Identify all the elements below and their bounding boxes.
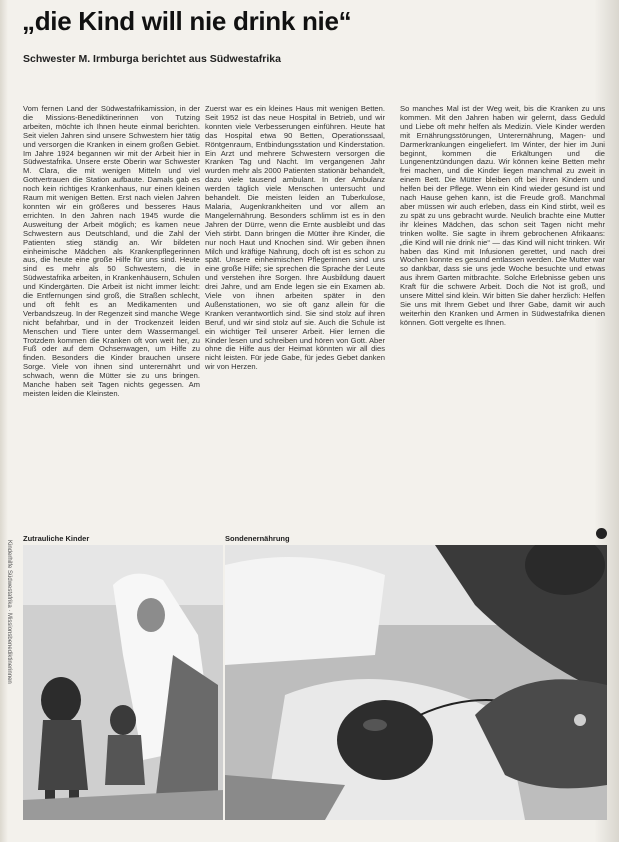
photo-tube-feeding bbox=[225, 545, 607, 820]
article-end-mark bbox=[596, 528, 607, 539]
column-2-text: Zuerst war es ein kleines Haus mit wenigen Betten. Seit 1952 ist das neue Hospital in Betrieb, und wir konnten viele Verbesserungen einführen. Heute hat das Hospital etwa 90 Betten, Operationssaal, Röntgenraum, Entbindungsstation und Kinderstation. Ein Arzt und mehrere Schwestern versorgen die Kranken Tag und Nacht. Im vergangenen Jahr wurden mehr als 2000 Patienten stationär behandelt, dazu viele tausend ambulant. In der Ambulanz werden täglich viele Menschen untersucht und behandelt. Die meisten leiden an Tuberkulose, Malaria, Augenkrankheiten und vor allem an Mangelernährung. Besonders schlimm ist es in den Jahren der Dürre, wenn die Ernte ausbleibt und das Vieh stirbt. Dann bringen die Mütter ihre Kinder, die nur noch Haut und Knochen sind. Wir geben ihnen Milch und kräftige Nahrung, doch oft ist es schon zu spät. Unsere einheimischen Pflegerinnen sind uns eine große Hilfe; sie sprechen die Sprache der Leute und verstehen ihre Sorgen. Ihre Ausbildung dauert drei Jahre, und am Ende legen sie ein Examen ab. Viele von ihnen arbeiten später in den Außenstationen, wo sie oft ganz allein für die Kranken verantwortlich sind. Sie sind stolz auf ihren Beruf, und wir sind stolz auf sie. Auch die Schule ist ein wichtiger Teil unserer Arbeit. Hier lernen die Kinder lesen und schreiben und hören von Gott. Aber ohne die Hilfe aus der Heimat könnten wir all dies nicht leisten. Für jede Gabe, für jedes Gebet danken wir von Herzen. bbox=[205, 105, 385, 372]
text-column-1 bbox=[23, 105, 200, 525]
column-1-text: Vom fernen Land der Südwestafrikamission, in der die Missions-Benediktinerinnen von Tutzing arbeiten, möchte ich Ihnen heute einmal berichten. Seit vielen Jahren sind unsere Schwestern hier tätig und versorgen die Kranken in einem großen Gebiet. Im Jahre 1924 begannen wir mit der Arbeit hier in Südwestafrika. Unsere erste Oberin war Schwester M. Clara, die mit wenigen Mitteln und viel Gottvertrauen die Station aufbaute. Damals gab es noch kein richtiges Krankenhaus, nur einen kleinen Raum mit wenigen Betten. Erst nach vielen Jahren konnten wir ein größeres und besseres Haus errichten. In den Jahren nach 1945 wurde die Ausweitung der Arbeit möglich; es kamen neue Schwestern aus Deutschland, und die Zahl der Patienten stieg ständig an. Wir bildeten einheimische Mädchen als Krankenpflegerinnen aus, die heute eine große Hilfe für uns sind. Heute sind es mehr als 50 Schwestern, die in Südwestafrika arbeiten, in Krankenhäusern, Schulen und Kindergärten. Die Arbeit ist nicht immer leicht: die Entfernungen sind groß, die Straßen schlecht, und oft fehlt es an Medikamenten und Verbandszeug. In der Regenzeit sind manche Wege nicht befahrbar, und in der Trockenzeit leiden Menschen und Tiere unter dem Wassermangel. Trotzdem kommen die Kranken oft von weit her, zu Fuß oder auf dem Ochsenwagen, um Hilfe zu finden. Besonders die Kinder brauchen unsere Sorge. Viele von ihnen sind unterernährt und schwach, wenn die Mütter sie zu uns bringen. Manche haben seit Tagen nichts gegessen. Am meisten leiden die Kleinsten. bbox=[23, 105, 200, 398]
photo-nun-with-children bbox=[23, 545, 223, 820]
column-3-text: So manches Mal ist der Weg weit, bis die Kranken zu uns kommen. Mit den Jahren haben wir gelernt, dass Geduld und Liebe oft mehr helfen als Medizin. Viele Kinder werden mit Ernährungsstörungen, Unterernährung, Magen- und Darmerkrankungen eingeliefert. Im Winter, der hier im Juni beginnt, kommen die Erkältungen und die Lungenentzündungen dazu. Wir können keine Betten mehr frei machen, und die Kinder liegen manchmal zu zweit in einem Bett. Die Mütter bleiben oft bei ihren Kindern und helfen bei der Pflege. Wenn ein Kind wieder gesund ist und nach Hause gehen kann, ist die Freude groß. Manchmal aber müssen wir auch erleben, dass ein Kind stirbt, weil es zu spät zu uns gebracht wurde. Neulich brachte eine Mutter ihr kleines Mädchen, das schon seit Tagen nicht mehr trinken wollte. Sie sagte in ihrem gebrochenen Afrikaans: „die Kind will nie drink nie“ — das Kind will nicht trinken. Wir haben das Kind mit Infusionen gerettet, und nach drei Wochen konnte es gesund entlassen werden. Die Mutter war so dankbar, dass sie uns jede Woche besuchte und etwas aus ihrem Garten mitbrachte. Solche Erlebnisse geben uns Kraft für die schwere Arbeit. Doch die Not ist groß, und unsere Mittel sind klein. Wir bitten Sie daher herzlich: Helfen Sie uns mit Ihrem Gebet und Ihrer Gabe, damit wir auch weiterhin den Kranken und Armen in Südwestafrika dienen können. Gott vergelte es Ihnen. bbox=[400, 105, 605, 327]
text-column-2 bbox=[205, 105, 385, 525]
photo-illustration bbox=[225, 545, 607, 820]
article-subtitle: Schwester M. Irmburga berichtet aus Südwestafrika bbox=[23, 53, 281, 65]
side-margin-text: Kinderhilfe Südwestafrika · Missionsbenediktinerinnen bbox=[6, 540, 12, 684]
photo-caption-children: Zutrauliche Kinder bbox=[23, 534, 90, 543]
photo-illustration bbox=[23, 545, 223, 820]
text-column-3 bbox=[400, 105, 605, 555]
photo-caption-tube-feeding: Sondenernährung bbox=[225, 534, 290, 543]
article-headline: „die Kind will nie drink nie“ bbox=[22, 6, 352, 36]
